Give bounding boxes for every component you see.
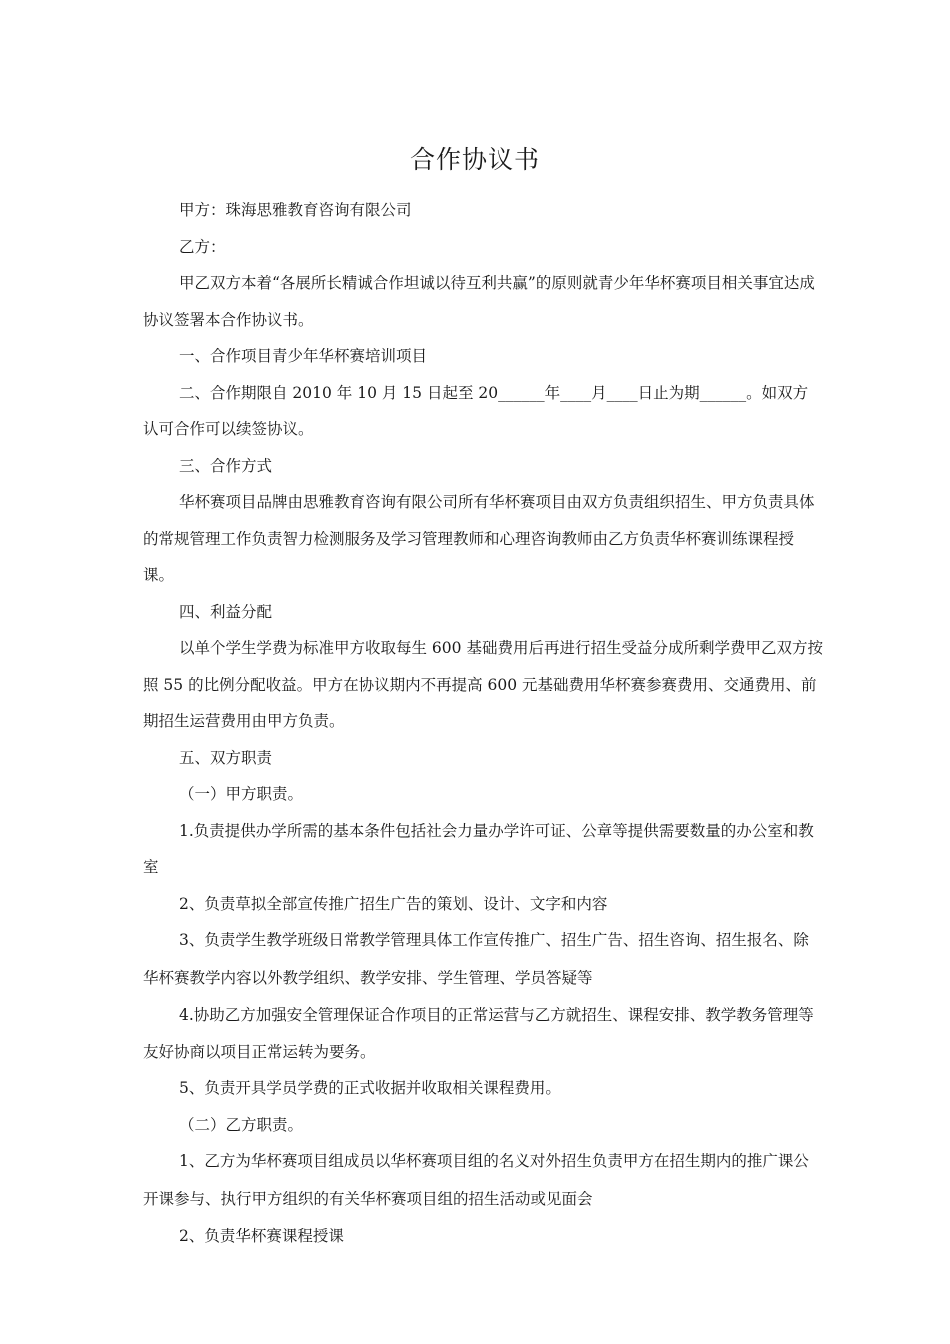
party-a-duty-1: 1.负责提供办学所需的基本条件包括社会力量办学许可证、公章等提供需要数量的办公室和教室: [143, 821, 814, 876]
party-a-duty-2: 2、负责草拟全部宣传推广招生广告的策划、设计、文字和内容: [179, 894, 608, 913]
section-3-heading: 三、合作方式: [179, 456, 273, 475]
document-title: 合作协议书: [409, 145, 540, 174]
section-1-heading: 一、合作项目青少年华杯赛培训项目: [179, 347, 428, 365]
preamble-paragraph: 甲乙双方本着“各展所长精诚合作坦诚以待互利共赢”的原则就青少年华杯赛项目相关事宜达成协议签署本合作协议书。: [143, 274, 815, 329]
party-b-duty-1: 1、乙方为华杯赛项目组成员以华杯赛项目组的名义对外招生负责甲方在招生期内的推广课公开课参与、执行甲方组织的有关华杯赛项目组的招生活动或见面会: [143, 1152, 809, 1208]
party-a-duty-5: 5、负责开具学员学费的正式收据并收取相关课程费用。: [179, 1079, 561, 1097]
party-a-line: 甲方：珠海思雅教育咨询有限公司: [179, 201, 412, 219]
profit-distribution-paragraph: 以单个学生学费为标准甲方收取每生 600 基础费用后再进行招生受益分成所剩学费甲乙双方按照 55 的比例分配收益。甲方在协议期内不再提高 600 元基础费用华杯赛参赛费用、交通费用、前期招生运营费用由甲方负责。: [143, 639, 823, 730]
section-4-heading: 四、利益分配: [179, 602, 273, 621]
section-5-heading: 五、双方职责: [179, 748, 273, 767]
party-a-duty-4: 4.协助乙方加强安全管理保证合作项目的正常运营与乙方就招生、课程安排、教学教务管理等友好协商以项目正常运转为要务。: [143, 1006, 814, 1061]
section-2-paragraph: 二、合作期限自 2010 年 10 月 15 日起至 20______年____月____日止为期______。如双方认可合作可以续签协议。: [143, 383, 809, 438]
party-a-duty-3: 3、负责学生教学班级日常教学管理具体工作宣传推广、招生广告、招生咨询、招生报名、除华杯赛教学内容以外教学组织、教学安排、学生管理、学员答疑等: [143, 931, 809, 987]
party-a-duties-heading: （一）甲方职责。: [179, 785, 304, 803]
document-body: [143, 192, 823, 1255]
party-b-duty-2: 2、负责华杯赛课程授课: [179, 1227, 344, 1245]
cooperation-method-paragraph: 华杯赛项目品牌由思雅教育咨询有限公司所有华杯赛项目由双方负责组织招生、甲方负责具体的常规管理工作负责智力检测服务及学习管理教师和心理咨询教师由乙方负责华杯赛训练课程授课。: [143, 493, 815, 584]
party-b-duties-heading: （二）乙方职责。: [179, 1115, 304, 1134]
party-b-line: 乙方：: [179, 237, 226, 256]
